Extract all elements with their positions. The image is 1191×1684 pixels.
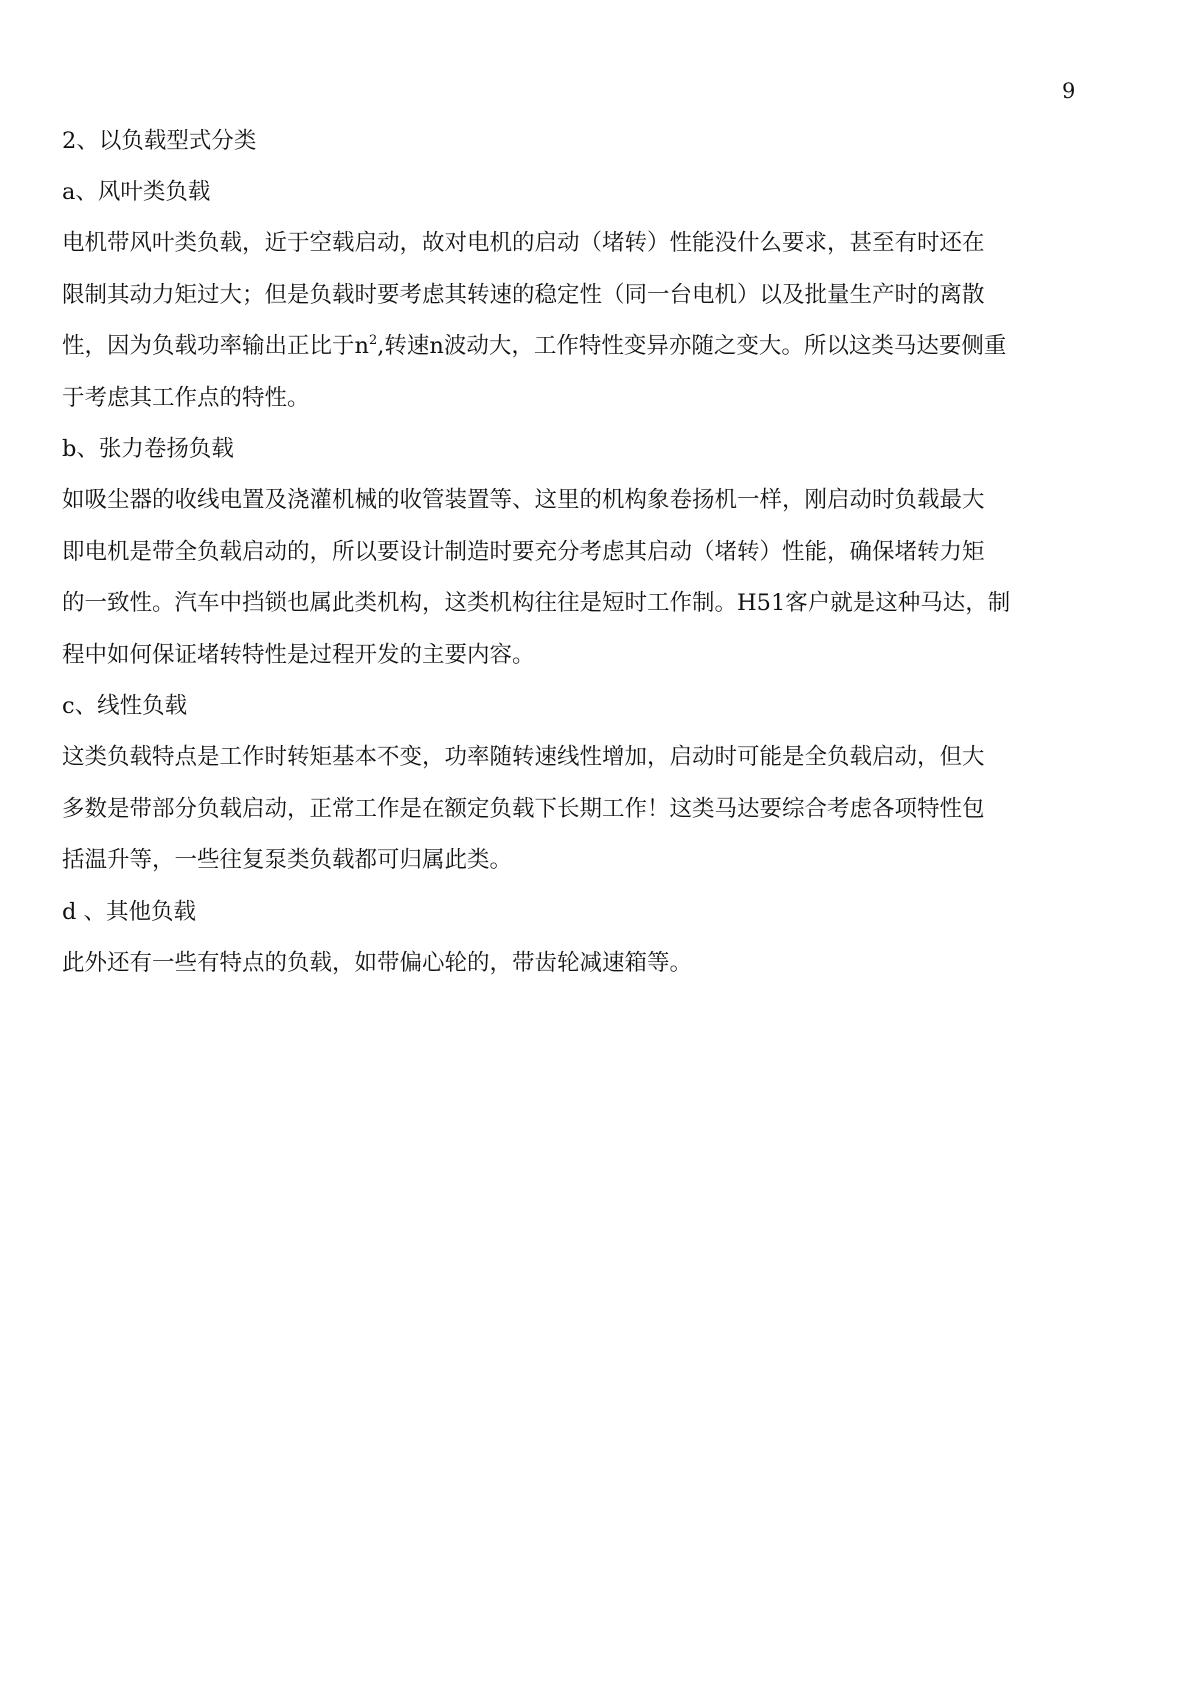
paragraph-d <box>62 938 1082 990</box>
paragraph-c <box>62 732 1082 887</box>
section-title: 2、以负载型式分类 <box>62 128 257 154</box>
superscript: 2 <box>369 333 378 348</box>
paragraph-line: 如吸尘器的收线电置及浇灌机械的收管装置等、这里的机构象卷扬机一样，刚启动时负载最大 <box>62 487 985 513</box>
heading-b: b、张力卷扬负载 <box>62 436 234 462</box>
text-fragment: 性，因为负载功率输出正比于n <box>62 333 369 359</box>
paragraph-line: 程中如何保证堵转特性是过程开发的主要内容。 <box>62 641 535 668</box>
paragraph-line: 电机带风叶类负载，近于空载启动，故对电机的启动（堵转）性能没什么要求，甚至有时还在 <box>62 230 985 256</box>
paragraph-b <box>62 475 1082 681</box>
paragraph-line: 多数是带部分负载启动，正常工作是在额定负载下长期工作！这类马达要综合考虑各项特性包 <box>62 795 985 822</box>
paragraph-line: 括温升等，一些往复泵类负载都可归属此类。 <box>62 847 513 873</box>
paragraph-line: 这类负载特点是工作时转矩基本不变，功率随转速线性增加，启动时可能是全负载启动，但大 <box>62 744 985 770</box>
paragraph-line: 此外还有一些有特点的负载，如带偏心轮的，带齿轮减速箱等。 <box>62 949 693 976</box>
paragraph-line: 的一致性。汽车中挡锁也属此类机构，这类机构往往是短时工作制。H51客户就是这种马达，制 <box>62 590 1011 616</box>
heading-a: a、风叶类负载 <box>62 179 211 205</box>
paragraph-a <box>62 218 1082 424</box>
paragraph-line: 即电机是带全负载启动的，所以要设计制造时要充分考虑其启动（堵转）性能，确保堵转力矩 <box>62 538 985 565</box>
heading-c: c、线性负载 <box>62 693 188 719</box>
heading-d: d 、其他负载 <box>62 898 197 925</box>
paragraph-line: 限制其动力矩过大；但是负载时要考虑其转速的稳定性（同一台电机）以及批量生产时的离散 <box>62 281 985 308</box>
text-fragment: ,转速n波动大，工作特性变异亦随之变大。所以这类马达要侧重 <box>377 333 1007 359</box>
page-number: 9 <box>1062 79 1076 103</box>
document-body <box>62 116 1082 989</box>
paragraph-line <box>62 321 1082 373</box>
paragraph-line: 于考虑其工作点的特性。 <box>62 384 310 411</box>
